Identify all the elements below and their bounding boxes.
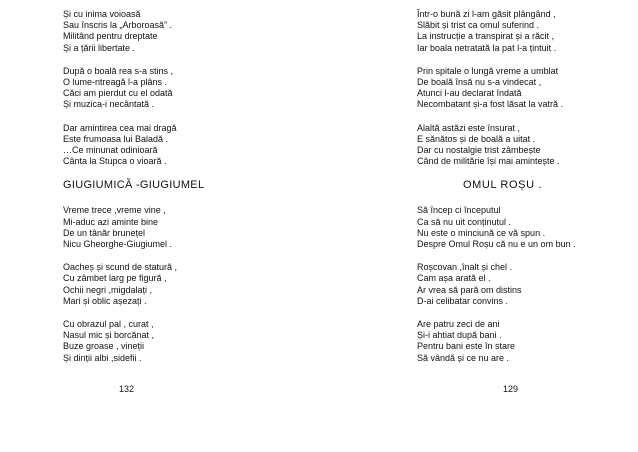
verse-line: Roșcovan ,înalt și chel . [417,262,513,273]
stanza [417,66,576,111]
verse-line: Iar boala netratată la pat l-a țintuit . [417,42,557,53]
stanza [417,123,576,168]
verse-line: Pentru bani este în stare [417,341,516,352]
right-page-content [417,9,576,376]
verse-line: Este frumoasa lui Baladă . [63,133,169,144]
verse-line: Despre Omul Roșu că nu e un om bun . [417,239,576,250]
stanza [417,9,576,54]
verse-line: Militând pentru dreptate [63,31,158,42]
verse-line: Și cu inima voioasă [63,9,141,19]
verse-line: Atunci l-au declarat îndată [417,88,522,99]
stanza [417,205,576,250]
verse-line: Dar cu nostalgie trist zâmbește [417,145,541,156]
verse-line: De un tânăr brunețel [63,227,146,238]
stanza [63,205,204,250]
verse-line: Slăbit și trist ca omul suferind . [417,20,540,31]
verse-line: La instrucție a transpirat și a răcit , [417,31,555,42]
poem-title: GIUGIUMICĂ -GIUGIUMEL [63,179,205,192]
verse-line: Buze groase , vineții [63,341,145,352]
verse-line: După o boală rea s-a stins , [63,65,174,76]
page-number: 129 [503,384,519,394]
stanza [417,319,576,364]
verse-line: Prin spitale o lungă vreme a umblat [417,65,559,76]
verse-line: D-ai celibatar convins . [417,295,509,306]
verse-line: Alaltă astăzi este însurat , [417,122,521,133]
poem-title: OMUL ROȘU . [463,179,542,192]
stanza [63,123,204,168]
page-number: 132 [119,384,135,394]
verse-line: Și dinții albi ,sidefii . [63,352,142,363]
stanza [63,66,204,111]
verse-line: …Ce minunat odinioară [63,145,158,156]
verse-line: Să încep ci începutul [417,205,501,216]
verse-line: E sănătos și de boală a uitat . [417,133,536,144]
stanza [63,319,204,364]
verse-line: Mi-aduc azi aminte bine [63,216,159,227]
verse-line: De boală însă nu s-a vindecat , [417,77,542,88]
verse-line: Cam așa arată el . [417,273,491,284]
stanza [417,262,576,307]
verse-line: Să vândă și ce nu are . [417,352,510,363]
verse-line: Nicu Gheorghe-Giugiumel . [63,239,173,250]
verse-line: Căci am pierdut cu el odată [63,88,173,99]
verse-line: Cu obrazul pal , curat , [63,319,154,330]
verse-line: Ca să nu uit conținutul . [417,216,512,227]
verse-line: Ar vrea să pară om distins [417,284,522,295]
verse-line: Nu este o minciună ce vă spun . [417,227,546,238]
verse-line: Și-i ahtiat după bani . [417,330,502,341]
verse-line: Când de militărie își mai amintește . [417,156,560,167]
verse-line: Și muzica-i necântată . [63,99,155,110]
stanza [63,262,204,307]
verse-line: Vreme trece ,vreme vine , [63,205,166,216]
right-page [417,0,632,452]
verse-line: O lume-ntreagă l-a plâns . [63,77,168,88]
verse-line: Oacheș și scund de statură , [63,262,178,273]
verse-line: Sau înscris la „Arboroasă” . [63,20,173,31]
stanza [63,9,204,54]
verse-line: Cânta la Stupca o vioară . [63,156,167,167]
verse-line: Într-o bună zi l-am găsit plângând , [417,9,556,19]
verse-line: Ochii negri ,migdalați , [63,284,153,295]
verse-line: Și a țării libertate . [63,42,136,53]
verse-line: Are patru zeci de ani [417,319,500,330]
verse-line: Mari și oblic așezați . [63,295,147,306]
verse-line: Dar amintirea cea mai dragă [63,122,177,133]
verse-line: Nasul mic și borcănat , [63,330,155,341]
left-page [63,0,313,452]
verse-line: Necombatant și-a fost lăsat la vatră . [417,99,564,110]
left-page-content [63,9,204,376]
verse-line: Cu zâmbet larg pe figură , [63,273,167,284]
